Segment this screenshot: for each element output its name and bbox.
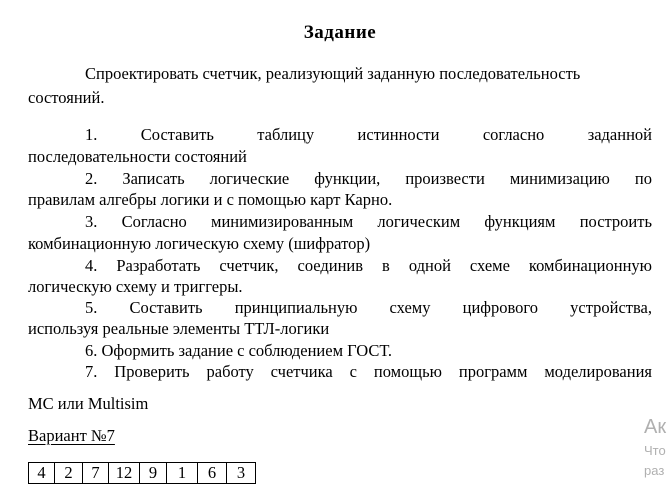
sequence-cell: 9 — [140, 463, 167, 484]
item-5-line-1: 5. Составить принципиальную схему цифрового устройства, — [85, 298, 652, 317]
item-5-line-2: используя реальные элементы ТТЛ-логики — [28, 319, 330, 338]
variant-label: Вариант №7 — [28, 426, 115, 445]
item-7-line-1: 7. Проверить работу счетчика с помощью программ моделирования — [85, 362, 652, 381]
item-4-line-1: 4. Разработать счетчик, соединив в одной схеме комбинационную — [85, 256, 652, 275]
activation-watermark-line: Что — [644, 443, 666, 458]
intro-line-1: Спроектировать счетчик, реализующий заданную последовательность — [85, 64, 581, 83]
sequence-cell: 4 — [29, 463, 55, 484]
activation-watermark-title: Ак — [644, 416, 667, 438]
item-3-line-2: комбинационную логическую схему (шифратор) — [28, 234, 371, 253]
item-2-line-2: правилам алгебры логики и с помощью карт Карно. — [28, 190, 393, 209]
sequence-cell: 6 — [198, 463, 227, 484]
sequence-cell: 1 — [167, 463, 198, 484]
item-6-line-1: 6. Оформить задание с соблюдением ГОСТ. — [85, 341, 392, 360]
activation-watermark-line: раз — [644, 463, 665, 478]
item-1-line-2: последовательности состояний — [28, 147, 247, 166]
item-7-line-2: МС или Multisim — [28, 394, 149, 413]
document-title: Задание — [303, 22, 377, 43]
sequence-cell: 3 — [227, 463, 256, 484]
sequence-table — [28, 462, 256, 484]
sequence-row — [29, 463, 256, 484]
item-3-line-1: 3. Согласно минимизированным логическим функциям построить — [85, 212, 652, 231]
item-1-line-1: 1. Составить таблицу истинности согласно заданной — [85, 125, 652, 144]
sequence-cell: 2 — [55, 463, 83, 484]
sequence-cell: 12 — [109, 463, 140, 484]
intro-line-2: состояний. — [28, 88, 105, 107]
item-4-line-2: логическую схему и триггеры. — [28, 277, 243, 296]
item-2-line-1: 2. Записать логические функции, произвести минимизацию по — [85, 169, 652, 188]
sequence-cell: 7 — [83, 463, 109, 484]
